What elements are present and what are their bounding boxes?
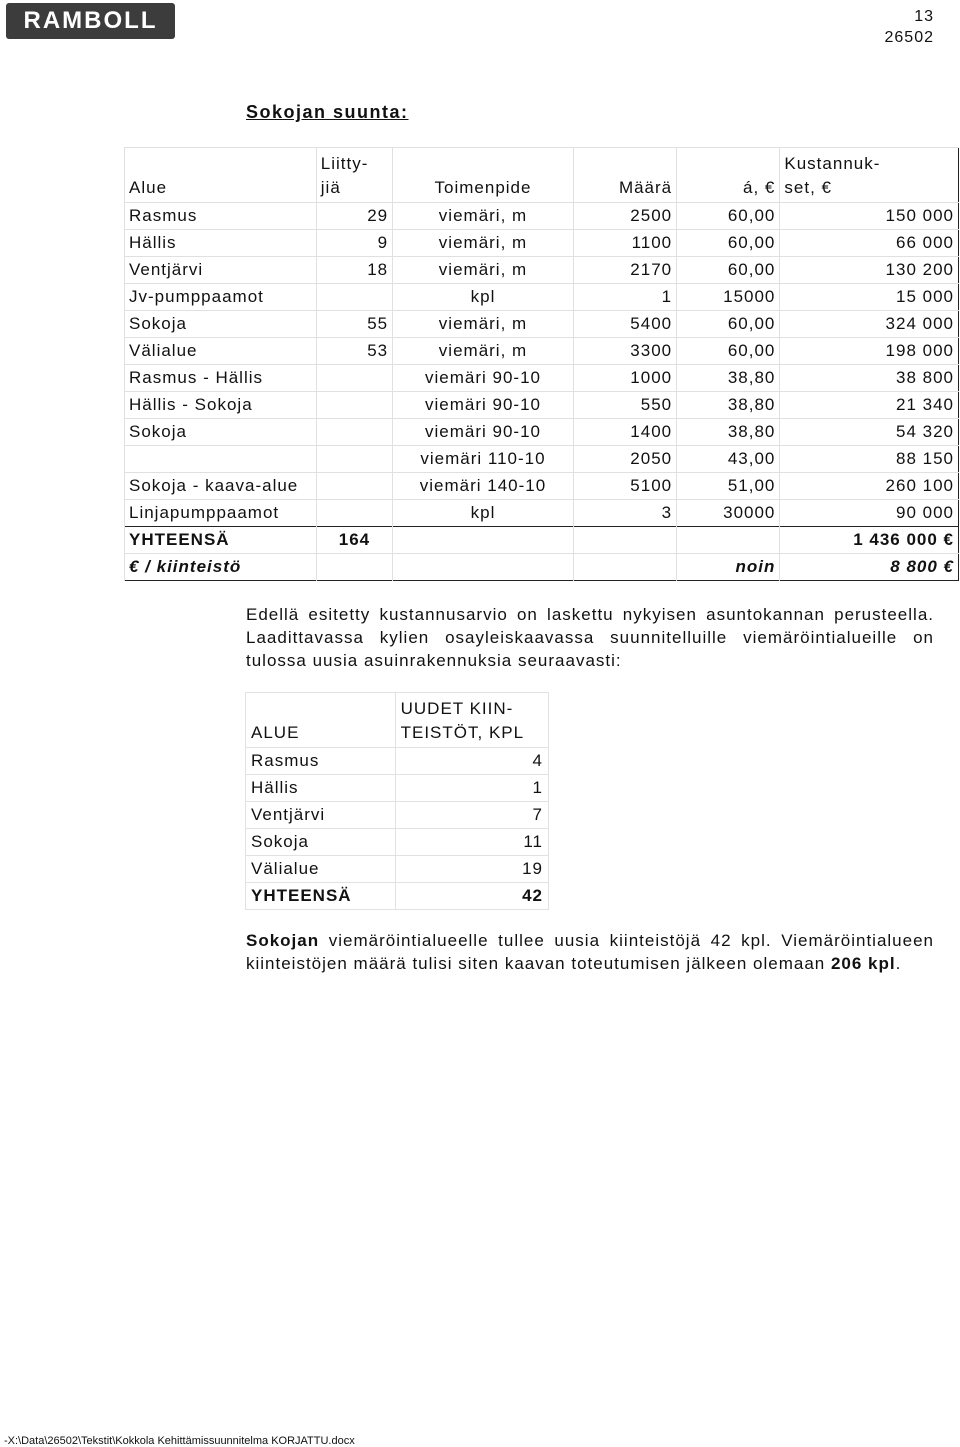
cell-action: viemäri 140-10 xyxy=(393,473,574,500)
cell-action: viemäri 90-10 xyxy=(393,392,574,419)
new-properties-header xyxy=(246,693,549,748)
cell-cost: 324 000 xyxy=(780,311,959,338)
cell-quantity: 2500 xyxy=(573,203,676,230)
cell-cost: 21 340 xyxy=(780,392,959,419)
header-unit-price: á, € xyxy=(677,148,780,203)
cell-quantity: 3300 xyxy=(573,338,676,365)
cell-quantity: 1000 xyxy=(573,365,676,392)
cell-cost: 88 150 xyxy=(780,446,959,473)
cell-cost: 66 000 xyxy=(780,230,959,257)
cell-cost: 90 000 xyxy=(780,500,959,527)
cost-estimate-paragraph: Edellä esitetty kustannusarvio on laskettu nykyisen asuntokannan perusteella. Laadittavassa kylien osayleiskaavassa suunnitelluille viemäröintialueille on tulossa uusia asuinrakennuksia seuraavasti: xyxy=(246,605,934,670)
cell-action: viemäri 90-10 xyxy=(393,419,574,446)
ramboll-logo: RAMBOLL xyxy=(6,3,175,39)
table-row xyxy=(125,473,959,500)
cell-count: 7 xyxy=(395,802,548,829)
cell-area: Rasmus - Hällis xyxy=(125,365,317,392)
new-properties-table xyxy=(245,692,549,910)
table-row xyxy=(246,829,549,856)
cell-action: viemäri 90-10 xyxy=(393,365,574,392)
cell-connections: 53 xyxy=(316,338,392,365)
cell-cost: 130 200 xyxy=(780,257,959,284)
cell-area: Rasmus xyxy=(246,748,396,775)
cell-unit-price: 60,00 xyxy=(677,257,780,284)
cell-connections: 55 xyxy=(316,311,392,338)
cell-area: Sokoja - kaava-alue xyxy=(125,473,317,500)
cell-cost: 15 000 xyxy=(780,284,959,311)
cell-action: kpl xyxy=(393,284,574,311)
sokojan-bold: Sokojan xyxy=(246,931,320,950)
cell-action: viemäri, m xyxy=(393,338,574,365)
table-row xyxy=(125,203,959,230)
cell-area: Linjapumppaamot xyxy=(125,500,317,527)
header-quantity: Määrä xyxy=(573,148,676,203)
table-row xyxy=(246,856,549,883)
table-row xyxy=(125,500,959,527)
cell-count: 19 xyxy=(395,856,548,883)
cell-cost: 54 320 xyxy=(780,419,959,446)
header-action: Toimenpide xyxy=(393,148,574,203)
cell-action: viemäri, m xyxy=(393,257,574,284)
cell-area: Hällis xyxy=(125,230,317,257)
page-header-numbers xyxy=(885,6,935,48)
cell-count: 11 xyxy=(395,829,548,856)
cell-connections xyxy=(316,500,392,527)
table-row xyxy=(246,775,549,802)
header-alue: ALUE xyxy=(246,693,396,748)
per-property-cost: 8 800 € xyxy=(780,554,959,581)
cell-quantity: 5100 xyxy=(573,473,676,500)
cell-area xyxy=(125,446,317,473)
cell-connections: 29 xyxy=(316,203,392,230)
header-area: Alue xyxy=(125,148,317,203)
table-row xyxy=(125,419,959,446)
table-row xyxy=(246,748,549,775)
cell-cost: 150 000 xyxy=(780,203,959,230)
total-label: YHTEENSÄ xyxy=(125,527,317,554)
cell-connections: 18 xyxy=(316,257,392,284)
table-row xyxy=(125,338,959,365)
cell-area: Jv-pumppaamot xyxy=(125,284,317,311)
table-row xyxy=(246,802,549,829)
new-total-count: 42 xyxy=(395,883,548,910)
header-cost: Kustannuk- set, € xyxy=(780,148,959,203)
cell-count: 1 xyxy=(395,775,548,802)
document-number: 26502 xyxy=(884,29,934,46)
cell-unit-price: 43,00 xyxy=(677,446,780,473)
cell-quantity: 550 xyxy=(573,392,676,419)
new-properties-total-row xyxy=(246,883,549,910)
property-count-bold: 206 kpl xyxy=(830,954,896,973)
cell-connections xyxy=(316,392,392,419)
cell-quantity: 1400 xyxy=(573,419,676,446)
cell-unit-price: 60,00 xyxy=(677,230,780,257)
table-row xyxy=(125,311,959,338)
cell-unit-price: 30000 xyxy=(677,500,780,527)
cost-table xyxy=(124,147,959,581)
cell-connections xyxy=(316,419,392,446)
section-title: Sokojan suunta: xyxy=(246,102,409,122)
file-path-footer: -X:\Data\26502\Tekstit\Kokkola Kehittämissuunnitelma KORJATTU.docx xyxy=(4,1435,355,1447)
cell-unit-price: 38,80 xyxy=(677,419,780,446)
new-total-label: YHTEENSÄ xyxy=(246,883,396,910)
cell-unit-price: 60,00 xyxy=(677,338,780,365)
header-new-properties: UUDET KIIN- TEISTÖT, KPL xyxy=(395,693,548,748)
cell-quantity: 2050 xyxy=(573,446,676,473)
cell-unit-price: 60,00 xyxy=(677,203,780,230)
cell-action: kpl xyxy=(393,500,574,527)
cell-area: Hällis xyxy=(246,775,396,802)
cell-connections xyxy=(316,284,392,311)
cell-area: Välialue xyxy=(246,856,396,883)
per-property-note: noin xyxy=(677,554,780,581)
table-row xyxy=(125,284,959,311)
cell-area: Ventjärvi xyxy=(246,802,396,829)
cell-unit-price: 38,80 xyxy=(677,365,780,392)
cell-cost: 38 800 xyxy=(780,365,959,392)
cell-action: viemäri, m xyxy=(393,311,574,338)
cell-cost: 260 100 xyxy=(780,473,959,500)
cell-area: Sokoja xyxy=(125,419,317,446)
per-property-row xyxy=(125,554,959,581)
cell-unit-price: 51,00 xyxy=(677,473,780,500)
table-row xyxy=(125,257,959,284)
cell-connections xyxy=(316,365,392,392)
cell-quantity: 1100 xyxy=(573,230,676,257)
total-connections: 164 xyxy=(316,527,392,554)
table-row xyxy=(125,392,959,419)
cell-area: Välialue xyxy=(125,338,317,365)
per-property-label: € / kiinteistö xyxy=(125,554,317,581)
cell-quantity: 3 xyxy=(573,500,676,527)
cell-action: viemäri, m xyxy=(393,230,574,257)
cell-area: Hällis - Sokoja xyxy=(125,392,317,419)
cell-connections xyxy=(316,446,392,473)
cell-count: 4 xyxy=(395,748,548,775)
cell-connections xyxy=(316,473,392,500)
cell-connections: 9 xyxy=(316,230,392,257)
table-row xyxy=(125,230,959,257)
page-number: 13 xyxy=(914,8,934,25)
sokoja-summary-paragraph: Sokojan viemäröintialueelle tullee uusia kiinteistöjä 42 kpl. Viemäröintialueen kiinteistöjen määrä tulisi siten kaavan toteutumisen jälkeen olemaan 206 kpl. xyxy=(246,931,934,973)
cell-unit-price: 38,80 xyxy=(677,392,780,419)
cell-action: viemäri 110-10 xyxy=(393,446,574,473)
cell-quantity: 5400 xyxy=(573,311,676,338)
table-row xyxy=(125,365,959,392)
cell-quantity: 2170 xyxy=(573,257,676,284)
cell-cost: 198 000 xyxy=(780,338,959,365)
cost-table-header xyxy=(125,148,959,203)
cell-area: Rasmus xyxy=(125,203,317,230)
header-connections: Liitty- jiä xyxy=(316,148,392,203)
total-cost: 1 436 000 € xyxy=(780,527,959,554)
table-row xyxy=(125,446,959,473)
cell-action: viemäri, m xyxy=(393,203,574,230)
cell-area: Ventjärvi xyxy=(125,257,317,284)
cell-area: Sokoja xyxy=(246,829,396,856)
cell-area: Sokoja xyxy=(125,311,317,338)
cell-unit-price: 60,00 xyxy=(677,311,780,338)
cell-unit-price: 15000 xyxy=(677,284,780,311)
cost-total-row xyxy=(125,527,959,554)
cell-quantity: 1 xyxy=(573,284,676,311)
